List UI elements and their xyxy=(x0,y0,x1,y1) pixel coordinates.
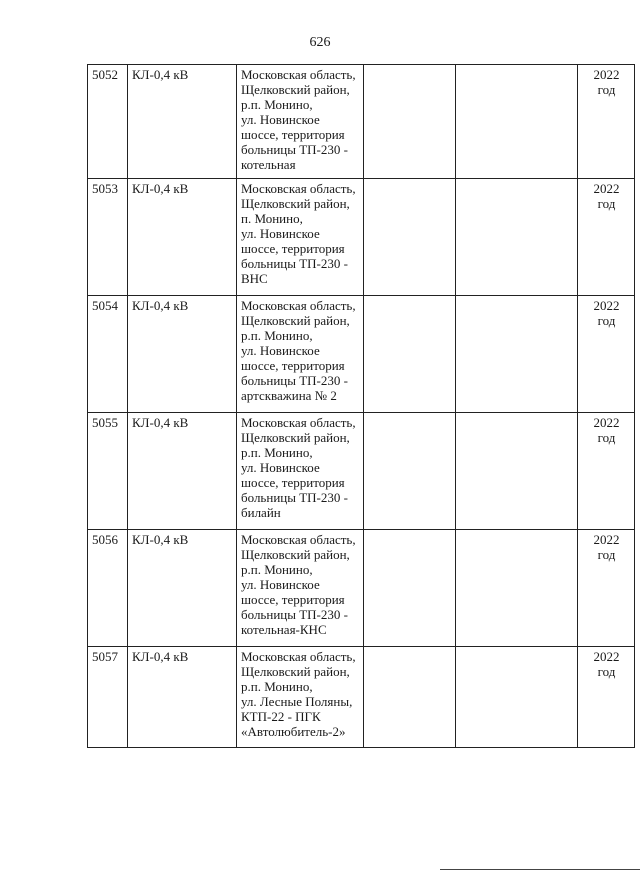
year-cell xyxy=(578,296,635,413)
empty-cell xyxy=(456,296,578,413)
address-cell: Московская область, Щелковский район, р.п. Монино, ул. Новинское шоссе, территория больницы ТП-230 - котельная xyxy=(237,65,364,179)
line-type-cell: КЛ-0,4 кВ xyxy=(128,296,237,413)
table-row xyxy=(88,647,635,748)
empty-cell xyxy=(456,530,578,647)
year-cell xyxy=(578,413,635,530)
year-unit: год xyxy=(597,196,616,211)
year-value: 2022 xyxy=(593,67,620,82)
year-value: 2022 xyxy=(593,298,620,313)
empty-cell xyxy=(364,296,456,413)
line-type-cell: КЛ-0,4 кВ xyxy=(128,530,237,647)
address-cell: Московская область, Щелковский район, р.п. Монино, ул. Новинское шоссе, территория больницы ТП-230 - котельная-КНС xyxy=(237,530,364,647)
row-id-cell: 5053 xyxy=(88,179,128,296)
table-row xyxy=(88,530,635,647)
empty-cell xyxy=(364,413,456,530)
year-value: 2022 xyxy=(593,649,620,664)
empty-cell xyxy=(456,647,578,748)
line-type-cell: КЛ-0,4 кВ xyxy=(128,65,237,179)
row-id-cell: 5056 xyxy=(88,530,128,647)
registry-table-body xyxy=(88,65,635,748)
year-value: 2022 xyxy=(593,532,620,547)
year-unit: год xyxy=(597,313,616,328)
table-row xyxy=(88,413,635,530)
empty-cell xyxy=(456,179,578,296)
empty-cell xyxy=(456,413,578,530)
address-cell: Московская область, Щелковский район, р.п. Монино, ул. Новинское шоссе, территория больницы ТП-230 - артскважина № 2 xyxy=(237,296,364,413)
address-cell: Московская область, Щелковский район, р.п. Монино, ул. Лесные Поляны, КТП-22 - ПГК «Автолюбитель-2» xyxy=(237,647,364,748)
empty-cell xyxy=(364,530,456,647)
empty-cell xyxy=(364,179,456,296)
row-id-cell: 5055 xyxy=(88,413,128,530)
year-cell xyxy=(578,647,635,748)
table-row xyxy=(88,65,635,179)
table-row xyxy=(88,179,635,296)
registry-table xyxy=(87,64,635,748)
year-value: 2022 xyxy=(593,181,620,196)
row-id-cell: 5054 xyxy=(88,296,128,413)
address-cell: Московская область, Щелковский район, п. Монино, ул. Новинское шоссе, территория больницы ТП-230 - ВНС xyxy=(237,179,364,296)
line-type-cell: КЛ-0,4 кВ xyxy=(128,647,237,748)
line-type-cell: КЛ-0,4 кВ xyxy=(128,413,237,530)
year-cell xyxy=(578,65,635,179)
line-type-cell: КЛ-0,4 кВ xyxy=(128,179,237,296)
row-id-cell: 5052 xyxy=(88,65,128,179)
table-row xyxy=(88,296,635,413)
address-cell: Московская область, Щелковский район, р.п. Монино, ул. Новинское шоссе, территория больницы ТП-230 - билайн xyxy=(237,413,364,530)
year-value: 2022 xyxy=(593,415,620,430)
year-unit: год xyxy=(597,547,616,562)
empty-cell xyxy=(364,647,456,748)
year-unit: год xyxy=(597,430,616,445)
year-unit: год xyxy=(597,664,616,679)
page-number: 626 xyxy=(309,35,331,50)
empty-cell xyxy=(364,65,456,179)
year-unit: год xyxy=(597,82,616,97)
year-cell xyxy=(578,179,635,296)
bottom-rule xyxy=(440,869,640,870)
empty-cell xyxy=(456,65,578,179)
year-cell xyxy=(578,530,635,647)
row-id-cell: 5057 xyxy=(88,647,128,748)
